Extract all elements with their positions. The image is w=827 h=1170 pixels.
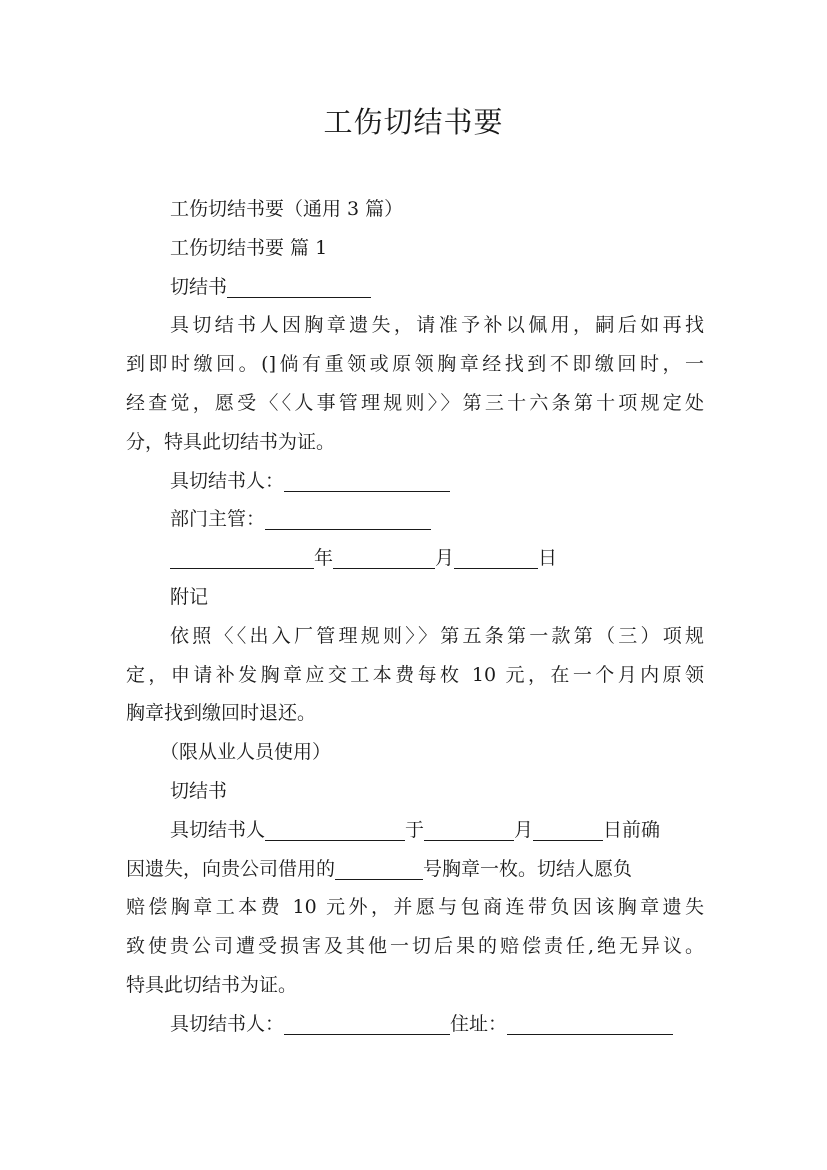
appendix-para-line: 依照〈〈出入厂管理规则〉〉第五条第一款第（三）项规 [170, 624, 704, 647]
form1-signer-line [126, 462, 704, 501]
form2-line2-prefix: 因遗失，向贵公司借用的 [126, 857, 336, 880]
form1-day-label: 日 [538, 547, 558, 570]
form2-line2 [126, 850, 704, 889]
appendix-heading: 附记 [170, 585, 209, 608]
form2-line1 [126, 811, 704, 850]
form2-address-label: 住址： [450, 1012, 508, 1035]
form1-year-label: 年 [314, 547, 334, 570]
form2-para-line: 特具此切结书为证。 [126, 973, 298, 996]
form1-year-blank [170, 546, 314, 569]
form1-supervisor-line [126, 500, 704, 539]
form1-month-blank [333, 546, 435, 569]
form1-month-label: 月 [435, 547, 455, 570]
form1-date-line [126, 539, 704, 578]
form2-signer-blank [284, 1012, 450, 1035]
form2-heading: 切结书 [170, 779, 228, 802]
form2-line1-month: 月 [514, 818, 534, 841]
form1-supervisor-label: 部门主管： [170, 508, 266, 531]
form2-note: （限从业人员使用） [160, 741, 332, 764]
form1-day-blank [454, 546, 538, 569]
form2-line1-prefix: 具切结书人 [170, 818, 266, 841]
document-body [126, 190, 704, 1044]
form2-signer-line [126, 1005, 704, 1044]
form1-heading-line [126, 268, 704, 307]
section-heading: 工伤切结书要 篇 1 [170, 236, 328, 259]
form1-supervisor-blank [265, 507, 431, 530]
form1-signer-label: 具切结书人： [170, 469, 285, 492]
appendix-para-line: 胸章找到缴回时退还。 [126, 702, 317, 725]
form2-line1-suffix: 日前确 [603, 818, 661, 841]
form1-signer-blank [284, 469, 450, 492]
form2-day-blank [533, 818, 603, 841]
form2-badge-number-blank [335, 857, 423, 880]
form1-para-line: 经查觉，愿受〈〈人事管理规则〉〉第三十六条第十项规定处 [126, 391, 704, 414]
form1-para-line: 到即时缴回。(]倘有重领或原领胸章经找到不即缴回时，一 [126, 353, 704, 376]
form2-address-blank [507, 1012, 673, 1035]
form1-heading-blank [227, 275, 371, 298]
form1-para-line: 具切结书人因胸章遗失，请准予补以佩用，嗣后如再找 [170, 314, 704, 337]
document-title: 工伤切结书要 [323, 105, 504, 139]
form2-line2-suffix: 号胸章一枚。切结人愿负 [423, 857, 633, 880]
form1-para-line: 分，特具此切结书为证。 [126, 430, 336, 453]
document-subtitle: 工伤切结书要（通用 3 篇） [170, 198, 404, 220]
form2-name-blank [265, 818, 405, 841]
form2-signer-label: 具切结书人： [170, 1012, 285, 1035]
form2-para-line: 赔偿胸章工本费 10 元外，并愿与包商连带负因该胸章遗失 [126, 896, 704, 919]
appendix-para-line: 定，申请补发胸章应交工本费每枚 10 元，在一个月内原领 [126, 663, 704, 686]
form1-heading: 切结书 [170, 275, 228, 298]
form2-date-blank [424, 818, 514, 841]
form2-line1-yu: 于 [405, 818, 425, 841]
form2-para-line: 致使贵公司遭受损害及其他一切后果的赔偿责任,绝无异议。 [126, 935, 704, 958]
